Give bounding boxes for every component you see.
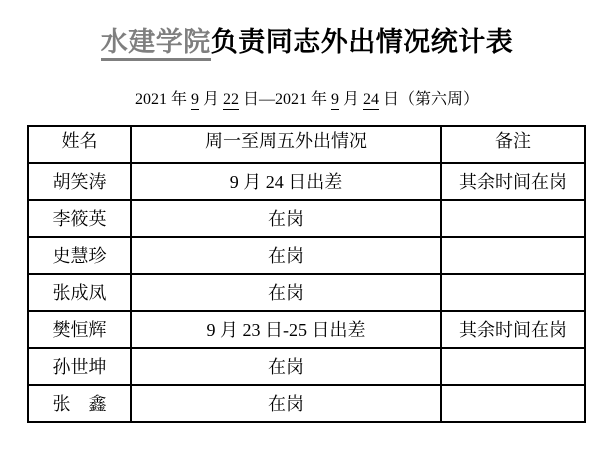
- name-cell: 张 鑫: [28, 385, 131, 422]
- subtitle-segment: 月: [339, 91, 364, 108]
- name-cell: 樊恒辉: [28, 311, 131, 348]
- header-cell-status: 周一至周五外出情况: [131, 126, 441, 163]
- table-row: [28, 274, 585, 311]
- outings-table: [27, 125, 586, 423]
- status-cell: 在岗: [131, 348, 441, 385]
- name-cell: 胡笑涛: [28, 163, 131, 200]
- name-cell: 李筱英: [28, 200, 131, 237]
- table-row: [28, 385, 585, 422]
- subtitle-segment: 2021 年: [134, 91, 191, 108]
- subtitle-segment-underlined: 9: [190, 91, 199, 108]
- name-cell: 史慧珍: [28, 237, 131, 274]
- name-cell: 张成凤: [28, 274, 131, 311]
- table-row: [28, 348, 585, 385]
- table-row: [28, 200, 585, 237]
- note-cell: [441, 385, 585, 422]
- page-title: [0, 0, 614, 58]
- note-cell: 其余时间在岗: [441, 163, 585, 200]
- subtitle-segment: 月: [198, 91, 223, 108]
- subtitle-segment-underlined: 9: [331, 91, 339, 108]
- status-cell: 在岗: [131, 200, 441, 237]
- status-cell: 在岗: [131, 237, 441, 274]
- note-cell: [441, 348, 585, 385]
- table-row: [28, 311, 585, 348]
- status-cell: 在岗: [131, 385, 441, 422]
- note-cell: [441, 200, 585, 237]
- page-title-rest: 负责同志外出情况统计表: [210, 27, 514, 57]
- note-cell: 其余时间在岗: [441, 311, 585, 348]
- subtitle-segment-underlined: 22: [222, 91, 239, 108]
- table-row: [28, 237, 585, 274]
- status-cell: 9 月 23 日-25 日出差: [131, 311, 441, 348]
- subtitle-segment: 日（第六周）: [379, 91, 480, 108]
- subtitle-segment: 日—2021 年: [238, 91, 331, 108]
- page-title-college-name: 水建学院: [101, 27, 211, 61]
- note-cell: [441, 237, 585, 274]
- subtitle-segment-underlined: 24: [363, 91, 380, 108]
- table-header-row: [28, 126, 585, 163]
- header-cell-note: 备注: [441, 126, 585, 163]
- status-cell: 9 月 24 日出差: [131, 163, 441, 200]
- header-cell-name: 姓名: [28, 126, 131, 163]
- name-cell: 孙世坤: [28, 348, 131, 385]
- note-cell: [441, 274, 585, 311]
- date-range-subtitle: [0, 90, 614, 110]
- status-cell: 在岗: [131, 274, 441, 311]
- table-row: [28, 163, 585, 200]
